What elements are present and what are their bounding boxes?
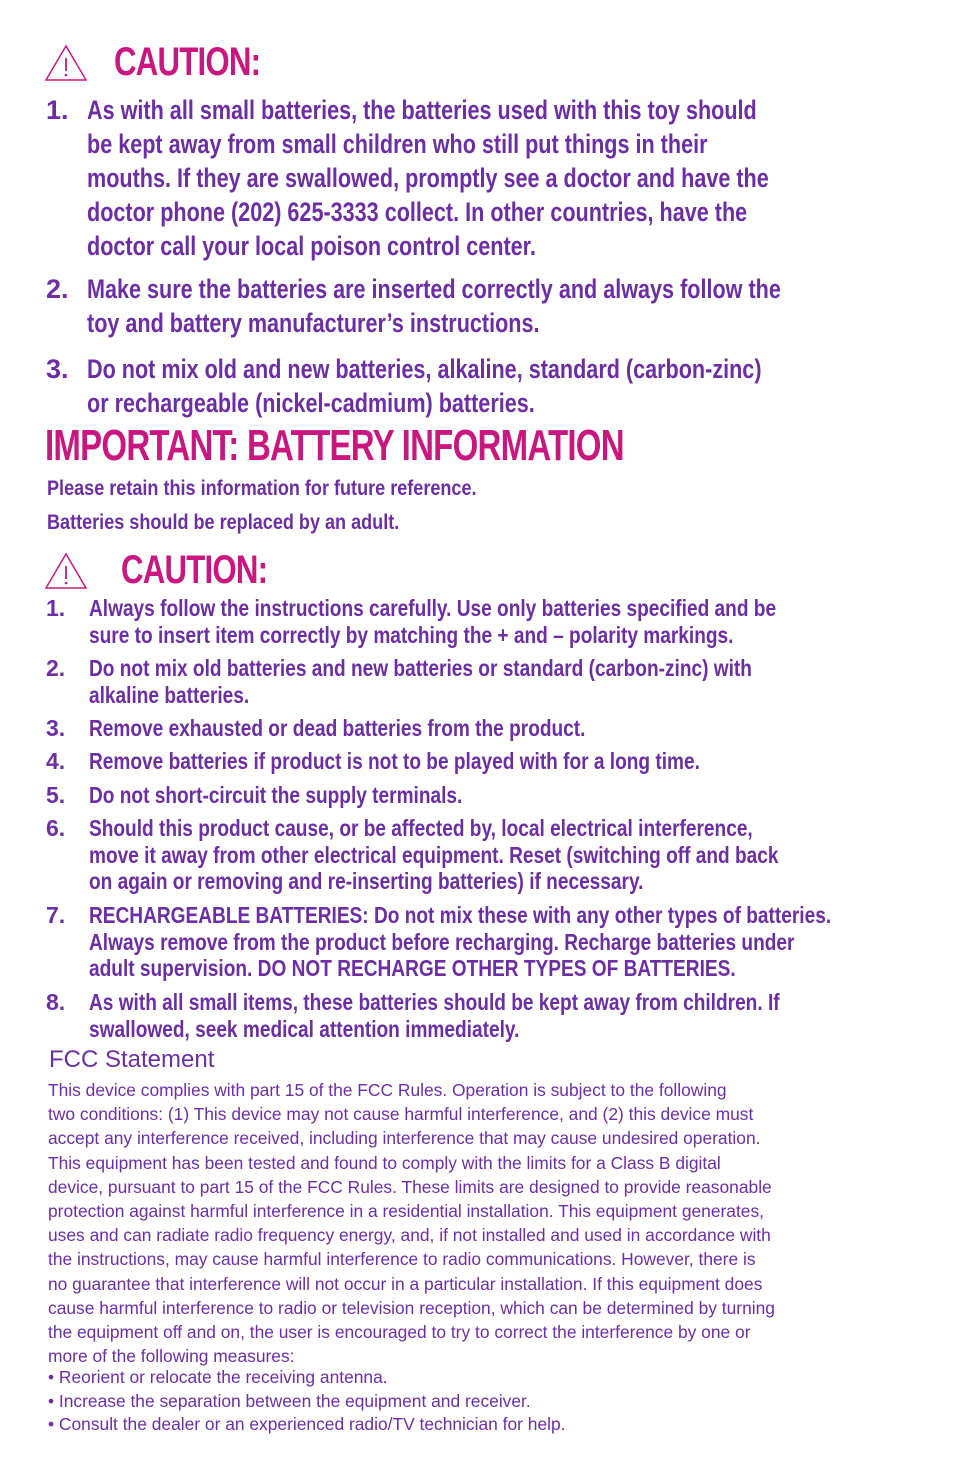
caution-heading-1 — [44, 40, 302, 85]
retain-note: Please retain this information for future reference. — [47, 477, 477, 500]
important-heading: IMPORTANT: BATTERY INFORMATION — [45, 421, 624, 470]
caution-title: CAUTION: — [114, 40, 261, 84]
replace-note: Batteries should be replaced by an adult. — [47, 511, 400, 534]
list-item: • Reorient or relocate the receiving antenna. — [48, 1367, 388, 1387]
fcc-statement-body: This device complies with part 15 of the FCC Rules. Operation is subject to the following two conditions: (1) This device may not cause harmful interference, and (2) this device must accept any interference received, including interference that may cause undesired operation. This equipment has been tested and found to comply with the limits for a Class B digital device, pursuant to part 15 of the FCC Rules. These limits are designed to provide reasonable protection against harmful interference in a residential installation. This equipment generates, uses and can radiate radio frequency energy, and, if not installed and used in accordance with the instructions, may cause harmful interference to radio communications. However, there is no guarantee that interference will not occur in a particular installation. If this equipment does cause harmful interference to radio or television reception, which can be determined by turning the equipment off and on, the user is encouraged to try to correct the interference by one or more of the following measures: — [48, 1080, 775, 1367]
caution-title: CAUTION: — [121, 548, 268, 592]
list-item: • Increase the separation between the equipment and receiver. — [48, 1390, 531, 1411]
manual-page: CAUTION: 1. As with all small batteries, the batteries used with this toy should be kept away from small children who still put things in their mouths. If they are swallowed, promptly see a doctor and have the doctor phone (202) 625-3333 collect. In other countries, have the doctor call your local poison control center. 2. Make sure the batteries are inserted correctly and always follow the toy and battery manufacturer’s instructions. 3. Do not mix old and new batteries, alkaline, standard (carbon-zinc) or rechargeable (nickel-cadmium) batteries. IMPORTANT: BATTERY INFORMATION Please retain this information for future reference. Batteries should be replaced by an adult. CAUTION: 1. Always follow the instructions carefully. Use only batteries specified and be sure to insert item correctly by matching the + and – polarity markings. 2. Do not mix old batteries and new batteries or standard (carbon-zinc) with alkaline batteries. 3. Remove exhausted or dead batteries from the product. 4. Remove batteries if product is not to be played with for a long time. 5. Do not short-circuit the supply terminals. 6. Should this product cause, or be affected by, local electrical interference, move it away from other electrical equipment. Reset (switching off and back on again or removing and re-inserting batteries) if necessary. 7. RECHARGEABLE BATTERIES: Do not mix these with any other types of batteries. Always remove from the product before recharging. Recharge batteries under adult supervision. DO NOT RECHARGE OTHER TYPES OF BATTERIES. 8. As with all small items, these batteries should be kept away from children. If swallowed, seek medical attention immediately. FCC Statement This device complies with part 15 of the FCC Rules. Operation is subject to the following two conditions: (1) This device may not cause harmful interference, and (2) this device must accept any interference received, including interference that may cause undesired operation. This equipment has been tested and found to comply with the limits for a Class B digital device, pursuant to part 15 of the FCC Rules. These limits are designed to provide reasonable protection against harmful interference in a residential installation. This equipment generates, uses and can radiate radio frequency energy, and, if not installed and used in accordance with the instructions, may cause harmful interference to radio communications. However, there is no guarantee that interference will not occur in a particular installation. If this equipment does cause harmful interference to radio or television reception, which can be determined by turning the equipment off and on, the user is encouraged to try to correct the interference by one or more of the following measures: • Reorient or relocate the receiving antenna. • Increase the separation between the equipment and receiver. • Consult the dealer or an experienced radio/TV technician for help. — [0, 0, 954, 1476]
list-item: • Consult the dealer or an experienced radio/TV technician for help. — [48, 1414, 566, 1434]
caution-heading-2 — [44, 548, 309, 593]
fcc-measures-list — [48, 1366, 565, 1437]
warning-triangle-icon — [44, 552, 88, 590]
fcc-statement-title: FCC Statement — [49, 1046, 215, 1073]
warning-triangle-icon — [44, 44, 88, 82]
